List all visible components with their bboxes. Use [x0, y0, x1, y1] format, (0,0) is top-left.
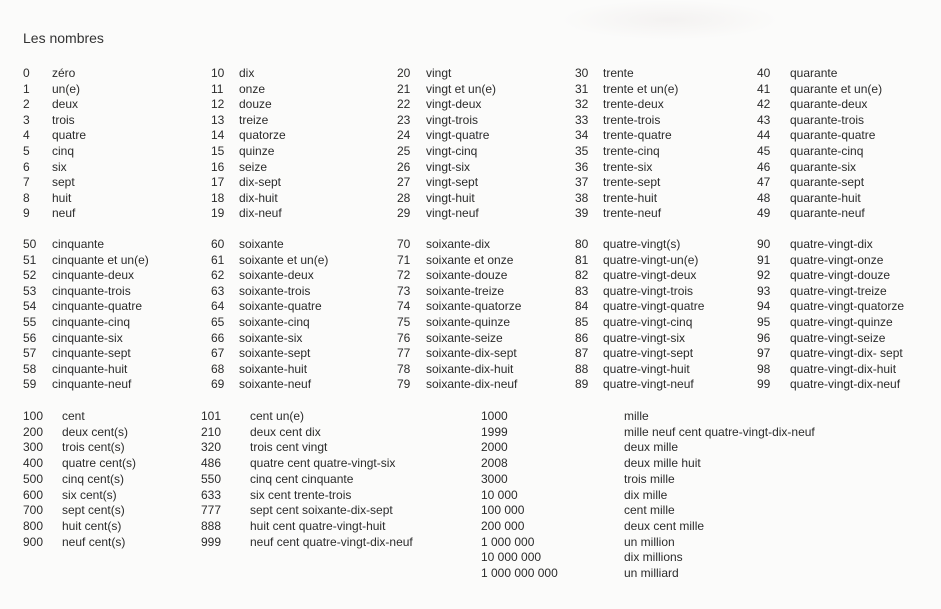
number-digits: 77 — [397, 346, 411, 361]
number-word: cinq — [52, 144, 75, 158]
number-word: quarante-quatre — [790, 128, 876, 143]
number-word: soixante — [239, 237, 284, 251]
number-digits: 13 — [211, 112, 225, 127]
number-word: quatre-vingt-six — [603, 330, 686, 345]
number-digits: 700 — [23, 503, 44, 518]
number-word: cinquante — [52, 237, 105, 251]
number-digits: 500 — [23, 471, 44, 486]
number-word: trente — [603, 66, 634, 80]
number-word: quarante — [790, 66, 838, 80]
number-word: dix mille — [624, 487, 668, 502]
number-word: un(e) — [52, 81, 81, 96]
number-digits: 8 — [23, 190, 30, 205]
number-digits: 88 — [575, 361, 589, 376]
number-word: soixante-quatre — [239, 299, 322, 314]
number-word: deux mille huit — [624, 456, 701, 471]
number-word: quarante-cinq — [790, 144, 864, 158]
number-digits: 11 — [211, 81, 224, 96]
number-word: dix — [239, 66, 255, 80]
number-digits: 72 — [397, 268, 411, 283]
number-digits: 888 — [201, 518, 222, 533]
number-digits: 300 — [23, 440, 44, 455]
number-digits: 84 — [575, 299, 589, 314]
number-word: quatre cent(s) — [62, 456, 137, 471]
number-word: zéro — [52, 66, 76, 80]
number-digits: 2008 — [481, 456, 508, 471]
number-digits: 1 000 000 000 — [481, 566, 558, 580]
number-word: cinq cent(s) — [62, 471, 125, 486]
number-digits: 28 — [397, 190, 411, 205]
number-word: sept — [52, 175, 75, 190]
number-word: trente-six — [603, 159, 653, 174]
number-digits: 2000 — [481, 440, 508, 455]
number-digits: 66 — [211, 330, 225, 345]
number-word: trois mille — [624, 471, 675, 486]
number-word: deux — [52, 97, 79, 112]
number-digits: 55 — [23, 315, 37, 329]
number-digits: 24 — [397, 128, 411, 143]
number-digits: 16 — [211, 159, 225, 174]
number-word: cinquante-huit — [52, 361, 128, 376]
number-digits: 65 — [211, 315, 225, 329]
number-word: quarante-huit — [790, 190, 861, 205]
number-digits: 21 — [397, 81, 411, 96]
number-digits: 6 — [23, 159, 30, 174]
number-word: neuf cent(s) — [62, 534, 126, 549]
number-digits: 12 — [211, 97, 225, 112]
number-digits: 85 — [575, 315, 589, 329]
number-word: trente-sept — [603, 175, 661, 190]
number-digits: 71 — [397, 252, 411, 267]
number-word: vingt-cinq — [426, 144, 478, 158]
number-digits: 59 — [23, 377, 37, 392]
number-digits: 101 — [201, 409, 222, 423]
number-word: quarante-trois — [790, 112, 865, 127]
number-digits: 23 — [397, 112, 411, 127]
number-word: soixante et onze — [426, 252, 514, 267]
number-word: quatre-vingt-seize — [790, 330, 886, 345]
number-digits: 61 — [211, 252, 225, 267]
number-word: soixante-neuf — [239, 377, 312, 392]
number-digits: 600 — [23, 487, 44, 502]
number-word: soixante-quinze — [426, 315, 511, 329]
number-digits: 91 — [757, 252, 771, 267]
number-digits: 86 — [575, 330, 589, 345]
number-digits: 5 — [23, 144, 30, 158]
number-digits: 200 — [23, 424, 44, 439]
number-word: dix-sept — [239, 175, 282, 190]
number-word: trente-quatre — [603, 128, 672, 143]
number-digits: 1999 — [481, 424, 508, 439]
number-digits: 2 — [23, 97, 30, 112]
number-digits: 57 — [23, 346, 37, 361]
number-word: soixante-sept — [239, 346, 311, 361]
number-word: vingt-neuf — [426, 206, 479, 221]
number-word: quatre-vingt-un(e) — [603, 252, 699, 267]
number-digits: 60 — [211, 237, 225, 251]
number-digits: 74 — [397, 299, 411, 314]
number-word: seize — [239, 159, 268, 174]
number-digits: 89 — [575, 377, 589, 392]
number-digits: 58 — [23, 361, 37, 376]
number-word: quatre-vingt-treize — [790, 283, 887, 298]
number-digits: 43 — [757, 112, 771, 127]
number-digits: 47 — [757, 175, 771, 190]
number-digits: 29 — [397, 206, 411, 221]
number-word: trente-deux — [603, 97, 664, 112]
number-word: deux cent dix — [250, 424, 321, 439]
number-word: dix-neuf — [239, 206, 282, 221]
number-word: deux mille — [624, 440, 679, 455]
number-digits: 50 — [23, 237, 37, 251]
number-digits: 40 — [757, 66, 771, 80]
number-digits: 78 — [397, 361, 411, 376]
number-word: trente-huit — [603, 190, 658, 205]
number-word: cinq cent cinquante — [250, 471, 354, 486]
number-digits: 48 — [757, 190, 771, 205]
number-digits: 4 — [23, 128, 30, 143]
number-digits: 63 — [211, 283, 225, 298]
number-word: quatre — [52, 128, 87, 143]
number-word: deux cent(s) — [62, 424, 129, 439]
number-digits: 25 — [397, 144, 411, 158]
number-word: cinquante et un(e) — [52, 252, 149, 267]
number-word: sept cent(s) — [62, 503, 125, 518]
number-digits: 1 000 000 — [481, 534, 535, 549]
number-word: quatre-vingt-neuf — [603, 377, 694, 392]
number-word: trois cent(s) — [62, 440, 125, 455]
number-digits: 7 — [23, 175, 30, 190]
paper-smudge — [560, 0, 780, 40]
number-digits: 100 — [23, 409, 44, 423]
number-digits: 14 — [211, 128, 225, 143]
number-digits: 1000 — [481, 409, 508, 423]
number-digits: 90 — [757, 237, 771, 251]
number-digits: 3 — [23, 112, 30, 127]
number-word: un milliard — [624, 566, 679, 580]
number-digits: 22 — [397, 97, 411, 112]
number-digits: 550 — [201, 471, 222, 486]
number-digits: 26 — [397, 159, 411, 174]
number-digits: 39 — [575, 206, 589, 221]
number-word: six cent trente-trois — [250, 487, 352, 502]
number-digits: 79 — [397, 377, 411, 392]
number-digits: 1 — [23, 81, 30, 96]
number-word: quatre-vingt-quinze — [790, 315, 893, 329]
number-word: quatre-vingt-quatre — [603, 299, 705, 314]
number-word: neuf cent quatre-vingt-dix-neuf — [250, 534, 413, 549]
number-word: vingt-sept — [426, 175, 479, 190]
number-word: un million — [624, 534, 675, 549]
number-digits: 49 — [757, 206, 771, 221]
number-digits: 19 — [211, 206, 225, 221]
number-digits: 36 — [575, 159, 589, 174]
number-digits: 777 — [201, 503, 222, 518]
page-title: Les nombres — [23, 30, 104, 46]
number-word: quarante-neuf — [790, 206, 865, 221]
number-digits: 200 000 — [481, 518, 525, 533]
number-digits: 67 — [211, 346, 225, 361]
number-digits: 80 — [575, 237, 589, 251]
number-digits: 31 — [575, 81, 589, 96]
number-word: cent mille — [624, 503, 675, 518]
number-digits: 81 — [575, 252, 589, 267]
number-digits: 93 — [757, 283, 771, 298]
number-word: quatre-vingt-sept — [603, 346, 694, 361]
number-word: vingt-six — [426, 159, 471, 174]
number-word: quatre-vingt-deux — [603, 268, 697, 283]
number-digits: 46 — [757, 159, 771, 174]
number-word: cent un(e) — [250, 409, 305, 423]
number-word: quarante-six — [790, 159, 857, 174]
number-word: quatre-vingt-onze — [790, 252, 884, 267]
number-word: trente-neuf — [603, 206, 662, 221]
number-word: soixante-cinq — [239, 315, 310, 329]
number-word: quatre-vingt-douze — [790, 268, 891, 283]
number-digits: 0 — [23, 66, 30, 80]
number-digits: 94 — [757, 299, 771, 314]
number-word: dix millions — [624, 550, 683, 565]
number-word: mille neuf cent quatre-vingt-dix-neuf — [624, 424, 815, 439]
number-digits: 999 — [201, 534, 222, 549]
number-word: six cent(s) — [62, 487, 117, 502]
number-digits: 100 000 — [481, 503, 525, 518]
number-word: quatre-vingt-dix- sept — [790, 346, 903, 361]
number-word: sept cent soixante-dix-sept — [250, 503, 393, 518]
number-digits: 18 — [211, 190, 225, 205]
number-word: trente-cinq — [603, 144, 660, 158]
number-word: trois cent vingt — [250, 440, 328, 455]
number-word: soixante-seize — [426, 330, 503, 345]
number-word: soixante-dix-huit — [426, 361, 514, 376]
number-word: quatre cent quatre-vingt-six — [250, 456, 396, 471]
number-word: six — [52, 159, 67, 174]
number-digits: 53 — [23, 283, 37, 298]
number-word: quatre-vingt-quatorze — [790, 299, 905, 314]
number-digits: 210 — [201, 424, 222, 439]
number-digits: 45 — [757, 144, 771, 158]
number-word: onze — [239, 81, 266, 96]
number-word: quatre-vingt(s) — [603, 237, 681, 251]
number-word: vingt — [426, 66, 452, 80]
number-word: soixante-deux — [239, 268, 314, 283]
number-digits: 82 — [575, 268, 589, 283]
number-word: deux cent mille — [624, 518, 705, 533]
number-word: soixante-huit — [239, 361, 308, 376]
number-digits: 486 — [201, 456, 222, 471]
number-word: vingt-deux — [426, 97, 482, 112]
number-word: quatre-vingt-huit — [603, 361, 690, 376]
number-digits: 75 — [397, 315, 411, 329]
number-word: mille — [624, 409, 649, 423]
number-digits: 34 — [575, 128, 589, 143]
number-digits: 10 — [211, 66, 225, 80]
number-word: cinquante-sept — [52, 346, 131, 361]
number-digits: 56 — [23, 330, 37, 345]
number-word: huit — [52, 190, 72, 205]
number-word: quatre-vingt-trois — [603, 283, 694, 298]
number-digits: 20 — [397, 66, 411, 80]
number-word: quatre-vingt-dix — [790, 237, 873, 251]
number-digits: 42 — [757, 97, 771, 112]
number-word: trois — [52, 112, 75, 127]
number-word: soixante-dix-sept — [426, 346, 517, 361]
number-word: trente-trois — [603, 112, 661, 127]
number-word: soixante-douze — [426, 268, 508, 283]
number-word: quarante-deux — [790, 97, 868, 112]
number-word: neuf — [52, 206, 76, 221]
number-digits: 30 — [575, 66, 589, 80]
number-digits: 320 — [201, 440, 222, 455]
number-word: cinquante-neuf — [52, 377, 132, 392]
number-word: trente et un(e) — [603, 81, 679, 96]
number-digits: 70 — [397, 237, 411, 251]
number-digits: 15 — [211, 144, 225, 158]
number-word: soixante-dix-neuf — [426, 377, 518, 392]
number-digits: 38 — [575, 190, 589, 205]
number-digits: 87 — [575, 346, 589, 361]
number-digits: 35 — [575, 144, 589, 158]
number-word: soixante-six — [239, 330, 303, 345]
number-word: huit cent(s) — [62, 518, 122, 533]
number-word: cinquante-quatre — [52, 299, 143, 314]
number-word: soixante-quatorze — [426, 299, 522, 314]
number-digits: 400 — [23, 456, 44, 471]
number-digits: 633 — [201, 487, 222, 502]
number-word: treize — [239, 112, 269, 127]
number-digits: 52 — [23, 268, 37, 283]
number-digits: 41 — [757, 81, 771, 96]
number-digits: 99 — [757, 377, 771, 392]
number-word: cinquante-trois — [52, 283, 131, 298]
number-word: quatre-vingt-dix-huit — [790, 361, 897, 376]
number-word: soixante et un(e) — [239, 252, 329, 267]
number-word: huit cent quatre-vingt-huit — [250, 518, 386, 533]
number-digits: 98 — [757, 361, 771, 376]
number-digits: 96 — [757, 330, 771, 345]
number-word: vingt et un(e) — [426, 81, 497, 96]
number-word: quatre-vingt-cinq — [603, 315, 693, 329]
number-word: cinquante-cinq — [52, 315, 131, 329]
number-digits: 69 — [211, 377, 225, 392]
number-digits: 51 — [23, 252, 37, 267]
number-digits: 73 — [397, 283, 411, 298]
number-digits: 92 — [757, 268, 771, 283]
number-digits: 83 — [575, 283, 589, 298]
number-word: vingt-huit — [426, 190, 475, 205]
number-word: soixante-treize — [426, 283, 505, 298]
number-digits: 32 — [575, 97, 589, 112]
number-digits: 44 — [757, 128, 771, 143]
number-word: vingt-trois — [426, 112, 479, 127]
number-word: vingt-quatre — [426, 128, 490, 143]
number-digits: 64 — [211, 299, 225, 314]
number-word: quatre-vingt-dix-neuf — [790, 377, 901, 392]
number-word: quatorze — [239, 128, 286, 143]
number-digits: 37 — [575, 175, 589, 190]
number-word: soixante-trois — [239, 283, 311, 298]
number-digits: 10 000 — [481, 487, 518, 502]
number-word: soixante-dix — [426, 237, 491, 251]
number-word: quarante et un(e) — [790, 81, 883, 96]
number-digits: 10 000 000 — [481, 550, 542, 565]
number-word: dix-huit — [239, 190, 278, 205]
number-digits: 62 — [211, 268, 225, 283]
number-digits: 800 — [23, 518, 44, 533]
number-word: quinze — [239, 144, 275, 158]
number-digits: 9 — [23, 206, 30, 221]
number-digits: 95 — [757, 315, 771, 329]
number-digits: 33 — [575, 112, 589, 127]
number-digits: 68 — [211, 361, 225, 376]
number-word: cinquante-deux — [52, 268, 135, 283]
number-digits: 27 — [397, 175, 411, 190]
number-digits: 97 — [757, 346, 771, 361]
number-word: douze — [239, 97, 272, 112]
number-word: quarante-sept — [790, 175, 865, 190]
number-digits: 17 — [211, 175, 225, 190]
number-digits: 900 — [23, 534, 44, 549]
number-word: cinquante-six — [52, 330, 123, 345]
number-word: cent — [62, 409, 85, 423]
number-digits: 76 — [397, 330, 411, 345]
number-digits: 3000 — [481, 471, 508, 486]
number-digits: 54 — [23, 299, 37, 314]
